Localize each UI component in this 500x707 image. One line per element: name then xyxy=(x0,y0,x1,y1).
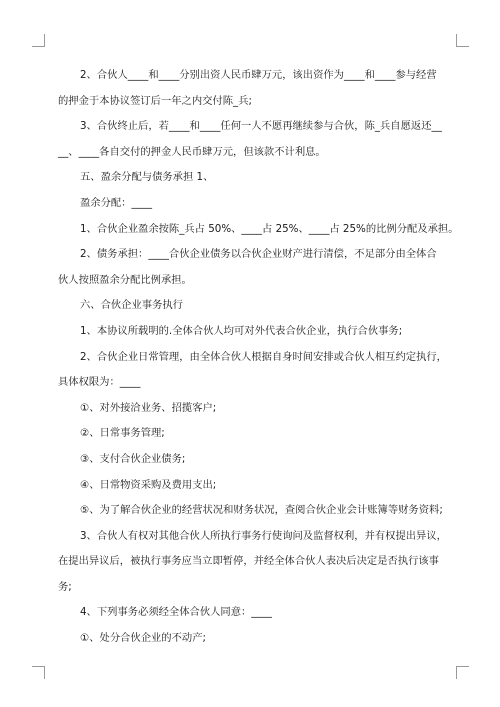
paragraph-p15 xyxy=(58,524,448,601)
paragraph-p12 xyxy=(58,447,448,473)
paragraph-line: ①、处分合伙企业的不动产; xyxy=(80,632,206,645)
paragraph-p11 xyxy=(58,421,448,447)
paragraph-p13 xyxy=(58,473,448,499)
paragraph-line: ④、日常物资采购及费用支出; xyxy=(80,478,217,491)
paragraph-line: 3、合伙人有权对其他合伙人所执行事务行使询问及监督权利，并有权提出异议， xyxy=(80,529,447,542)
paragraph-p9 xyxy=(58,345,448,396)
paragraph-line: ⑤、为了解合伙企业的经营状况和财务状况，查阅合伙企业会计账簿等财务资料; xyxy=(80,504,443,517)
paragraph-line: 六、合伙企业事务执行 xyxy=(80,299,183,312)
paragraph-line: ③、支付合伙企业债务; xyxy=(80,452,186,465)
paragraph-line: 的押金于本协议签订后一年之内交付陈_兵; xyxy=(58,94,252,107)
paragraph-p3 xyxy=(58,165,448,191)
paragraph-p17 xyxy=(58,626,448,652)
paragraph-p14 xyxy=(58,498,448,524)
paragraph-line: 五、盈余分配与债务承担 1、 xyxy=(80,171,214,184)
paragraph-line: 具体权限为：____ xyxy=(58,376,141,389)
paragraph-line: 2、合伙企业日常管理，由全体合伙人根据自身时间安排或合伙人相互约定执行， xyxy=(80,350,447,363)
crop-mark-top-right xyxy=(456,34,469,47)
paragraph-line: 2、债务承担：____合伙企业债务以合伙企业财产进行清偿，不足部分由全体合 xyxy=(80,248,437,261)
paragraph-line: 盈余分配：____ xyxy=(80,196,153,209)
crop-mark-top-left xyxy=(32,34,45,47)
paragraph-p6 xyxy=(58,242,448,293)
paragraph-line: 1、本协议所载明的.全体合伙人均可对外代表合伙企业，执行合伙事务; xyxy=(80,324,403,337)
paragraph-line: 4、下列事务必须经全体合伙人同意：____ xyxy=(80,606,272,619)
document-body xyxy=(58,63,459,652)
paragraph-p7 xyxy=(58,293,448,319)
crop-mark-bottom-left xyxy=(32,666,45,679)
paragraph-p1 xyxy=(58,63,448,114)
paragraph-line: ①、对外接洽业务、招揽客户; xyxy=(80,401,217,414)
paragraph-p5 xyxy=(58,217,459,243)
paragraph-line: 2、合伙人____和____分别出资人民币肆万元，该出资作为____和____参与经营 xyxy=(80,69,437,81)
paragraph-p10 xyxy=(58,396,448,422)
paragraph-line: 伙人按照盈余分配比例承担。 xyxy=(58,273,192,286)
paragraph-line: ②、日常事务管理; xyxy=(80,427,165,440)
paragraph-p16 xyxy=(58,600,448,626)
paragraph-p4 xyxy=(58,191,448,217)
crop-mark-bottom-right xyxy=(456,666,469,679)
paragraph-line: __、____各自交付的押金人民币肆万元，但该款不计利息。 xyxy=(58,145,326,158)
paragraph-line: 3、合伙终止后，若____和____任何一人不愿再继续参与合伙，陈_兵自愿返还__ xyxy=(80,120,442,133)
paragraph-line: 在提出异议后，被执行事务应当立即暂停，并经全体合伙人表决后决定是否执行该事 xyxy=(58,555,439,568)
paragraph-line: 务; xyxy=(58,580,72,593)
paragraph-line: 1、合伙企业盈余按陈_兵占 50%、____占 25%、____占 25%的比例分配及承担。 xyxy=(80,222,459,235)
paragraph-p8 xyxy=(58,319,448,345)
paragraph-p2 xyxy=(58,114,448,165)
